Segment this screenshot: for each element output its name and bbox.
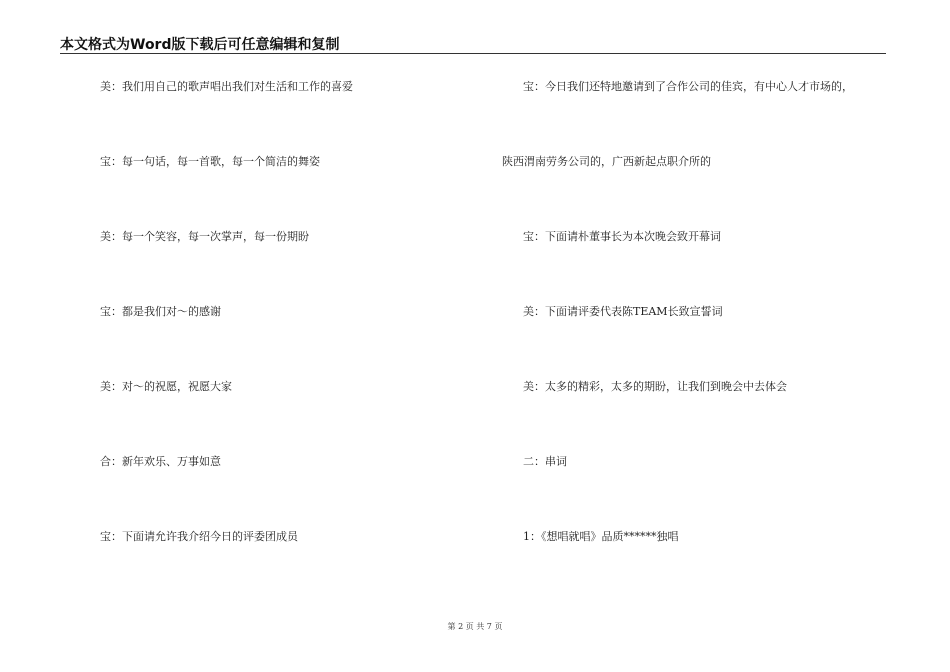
left-line-1: 美：我们用自己的歌声唱出我们对生活和工作的喜爱 — [100, 80, 353, 93]
page-number-footer: 第 2 页 共 7 页 — [447, 622, 503, 631]
left-line-6: 合：新年欢乐、万事如意 — [100, 455, 221, 468]
right-line-5: 美：太多的精彩，太多的期盼，让我们到晚会中去体会 — [523, 380, 787, 393]
right-line-6: 二：串词 — [523, 455, 567, 468]
right-line-7: 1：《想唱就唱》品质******独唱 — [523, 530, 679, 543]
left-line-5: 美：对～的祝愿，祝愿大家 — [100, 380, 232, 393]
header-divider — [60, 53, 886, 54]
right-line-4: 美：下面请评委代表陈TEAM长致宣誓词 — [523, 305, 723, 318]
left-line-7: 宝：下面请允许我介绍今日的评委团成员 — [100, 530, 298, 543]
left-line-4: 宝：都是我们对～的感谢 — [100, 305, 221, 318]
document-header-title: 本文格式为Word版下载后可任意编辑和复制 — [60, 37, 340, 53]
left-line-2: 宝：每一句话，每一首歌，每一个简洁的舞姿 — [100, 155, 320, 168]
right-line-3: 宝：下面请朴董事长为本次晚会致开幕词 — [523, 230, 721, 243]
right-line-1: 宝：今日我们还特地邀请到了合作公司的佳宾，有中心人才市场的， — [523, 80, 853, 93]
right-line-2: 陕西渭南劳务公司的，广西新起点职介所的 — [502, 155, 711, 168]
left-line-3: 美：每一个笑容，每一次掌声，每一份期盼 — [100, 230, 309, 243]
